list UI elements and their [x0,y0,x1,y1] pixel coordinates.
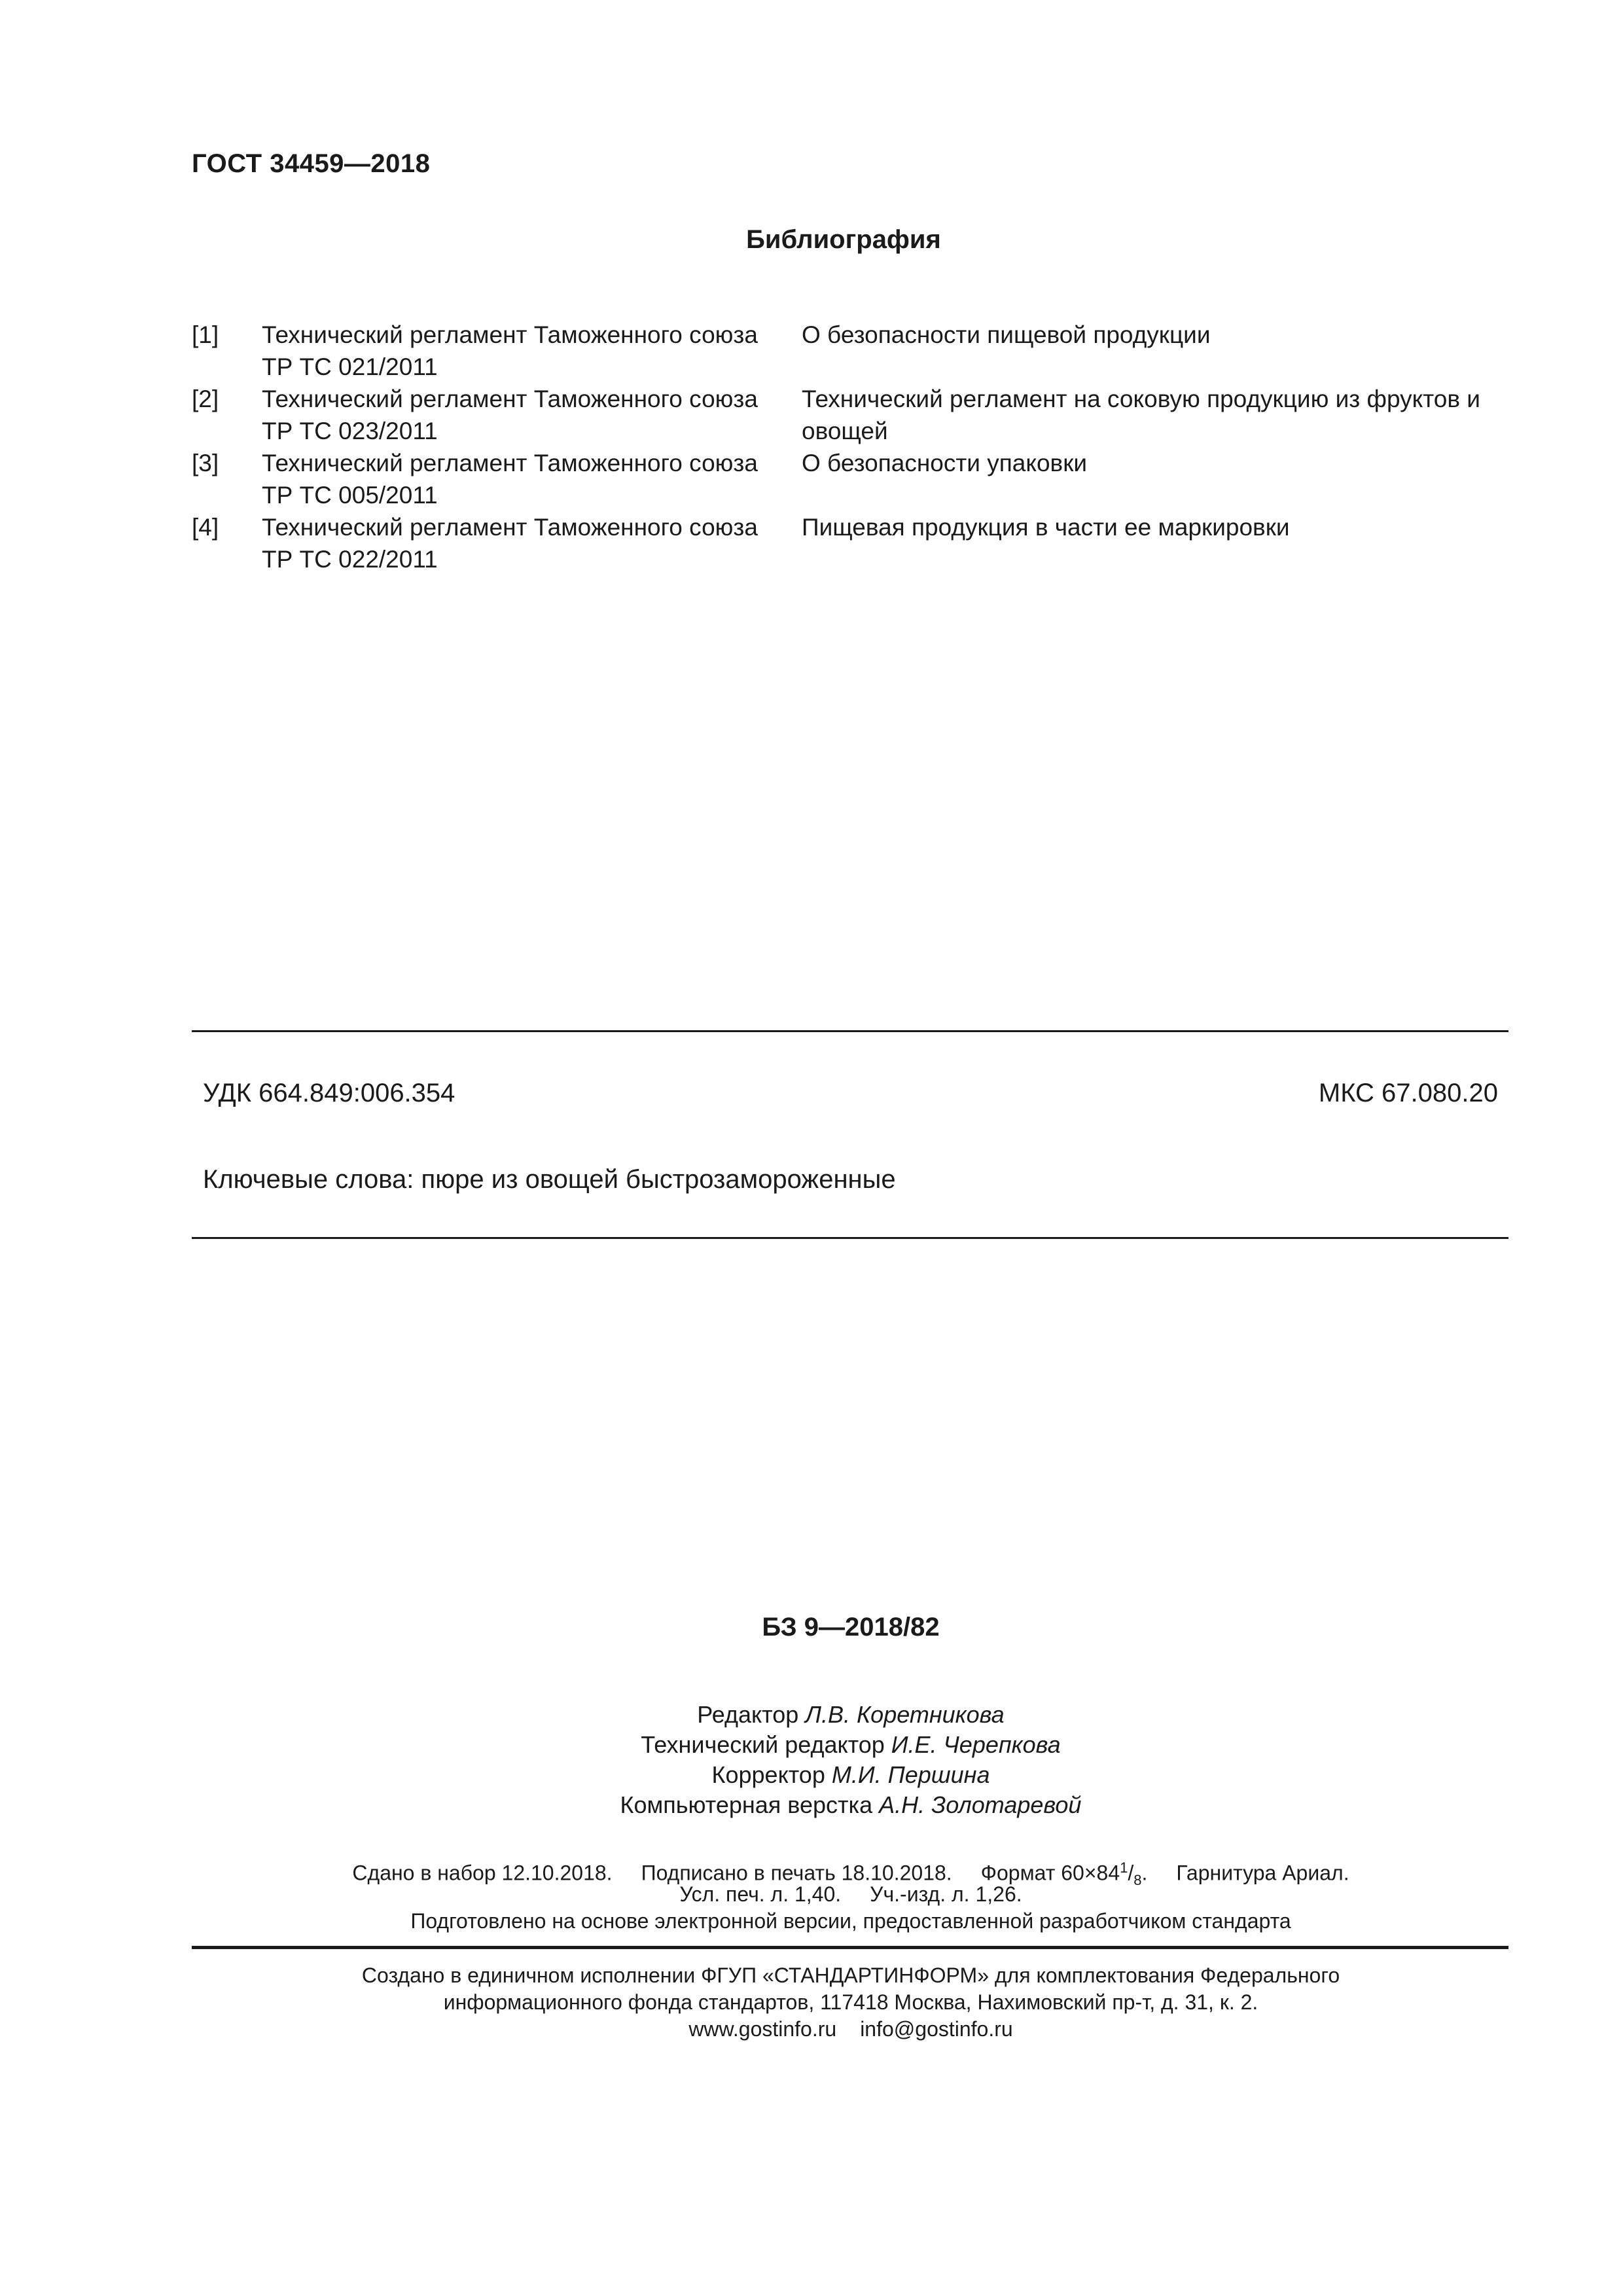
bib-entry-title: Пищевая продукция в части ее маркировки [802,514,1290,541]
standard-code: ГОСТ 34459—2018 [192,149,431,178]
keywords: Ключевые слова: пюре из овощей быстрозамороженные [203,1165,896,1194]
bib-entry-document: Технический регламент Таможенного союза ТР ТС 021/2011 [262,321,758,380]
bib-entry-number: [2] [192,386,219,412]
bib-entry-number: [3] [192,450,219,476]
divider-rule [192,1946,1508,1949]
staff-line: Компьютерная верстка А.Н. Золотаревой [620,1791,1082,1818]
website-link[interactable]: www.gostinfo.ru [688,2017,837,2041]
staff-line: Корректор М.И. Першина [711,1761,990,1788]
bz-code: БЗ 9—2018/82 [762,1613,940,1641]
email-link[interactable]: info@gostinfo.ru [860,2017,1013,2041]
divider-rule [192,1237,1508,1239]
udk-code: УДК 664.849:006.354 [203,1079,455,1107]
bib-entry-number: [4] [192,514,219,541]
bib-entry-document: Технический регламент Таможенного союза ТР ТС 005/2011 [262,450,758,509]
imprint-line: Усл. печ. л. 1,40. Уч.-изд. л. 1,26. [679,1882,1022,1906]
created-note: Создано в единичном исполнении ФГУП «СТАНДАРТИНФОРМ» для комплектования Федерального [361,1964,1340,1987]
mks-code: МКС 67.080.20 [1318,1079,1498,1107]
bibliography-title: Библиография [746,225,941,254]
staff-line: Технический редактор И.Е. Черепкова [641,1731,1061,1758]
staff-line: Редактор Л.В. Коретникова [697,1701,1005,1728]
divider-rule [192,1030,1508,1032]
contacts-line [0,2016,1623,2043]
bib-entry-number: [1] [192,321,219,348]
prepared-note: Подготовлено на основе электронной версии, предоставленной разработчиком стандарта [410,1909,1291,1933]
bib-entry-title: О безопасности упаковки [802,450,1088,476]
bib-entry-document: Технический регламент Таможенного союза ТР ТС 023/2011 [262,386,758,444]
bib-entry-title: О безопасности пищевой продукции [802,321,1211,348]
created-note: информационного фонда стандартов, 117418 Москва, Нахимовский пр-т, д. 31, к. 2. [443,1990,1258,2014]
imprint-line: Сдано в набор 12.10.2018. Подписано в печать 18.10.2018. Формат $60\times 84^1/_8$. Гарнитура Ариал. [352,1859,1349,1889]
bib-entry-title: Технический регламент на соковую продукцию из фруктов и овощей [802,386,1480,444]
bib-entry-document: Технический регламент Таможенного союза ТР ТС 022/2011 [262,514,758,573]
